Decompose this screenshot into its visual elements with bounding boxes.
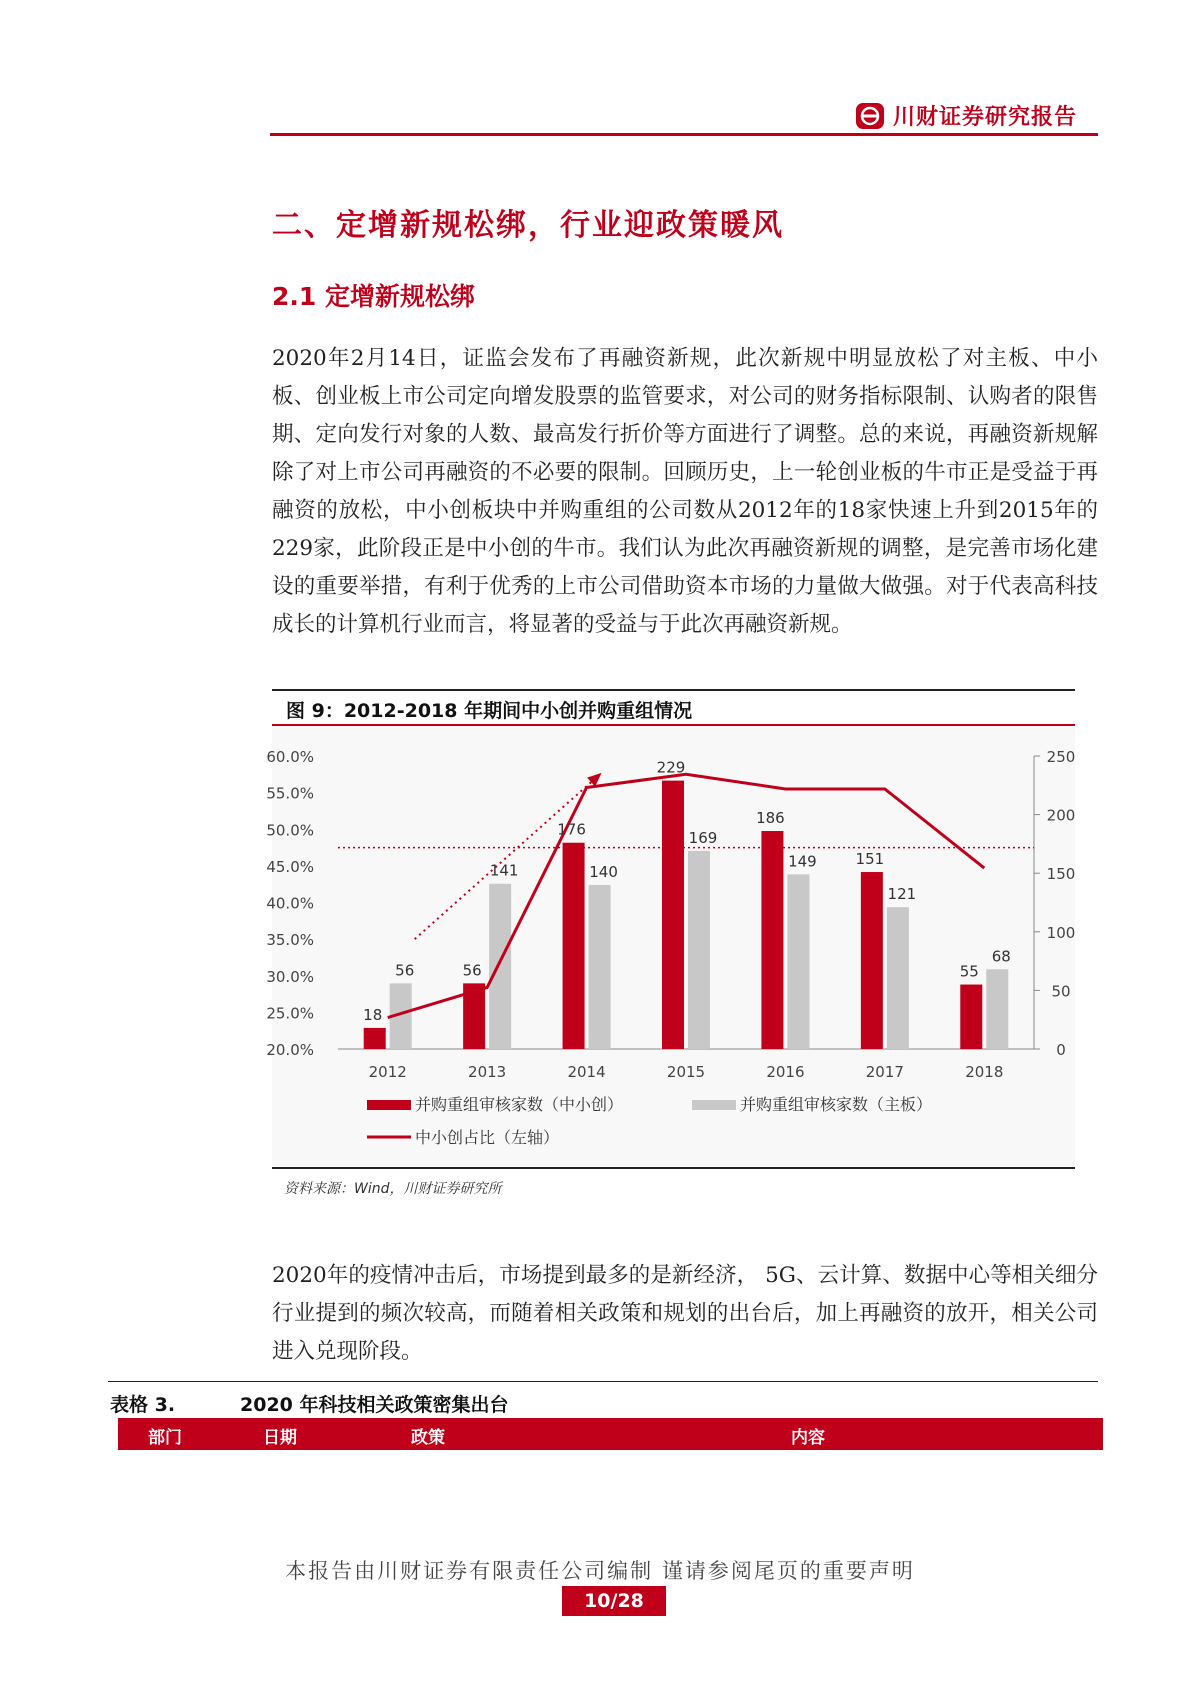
footer-notice: 本报告由川财证券有限责任公司编制 谨请参阅尾页的重要声明	[285, 1559, 915, 1583]
legend-label-smb: 并购重组审核家数（中小创）	[415, 1095, 624, 1114]
body-paragraph: 2020年2月14日，证监会发布了再融资新规，此次新规中明显放松了对主板、中小板、创业板上市公司定向增发股票的监管要求，对公司的财务指标限制、认购者的限售期、定向发行对象的人数、最高发行折价等方面进行了调整。总的来说，再融资新规解除了对上市公司再融资的不必要的限制。回顾历史，上一轮创业板的牛市正是受益于再融资的放松，中小创板块中并购重组的公司数从2012年的18家快速上升到2015年的229家，此阶段正是中小创的牛市。我们认为此次再融资新规的调整，是完善市场化建设的重要举措，有利于优秀的上市公司借助资本市场的力量做大做强。对于代表高科技成长的计算机行业而言，将显著的受益与于此次再融资新规。	[272, 346, 1098, 637]
x-axis-tick-label: 2013	[468, 1063, 507, 1081]
bar-smb-2014	[563, 843, 585, 1049]
data-label-smb-2013: 56	[462, 961, 482, 980]
table-header-department: 部门	[148, 1428, 182, 1448]
left-axis-tick-label: 40.0%	[266, 894, 314, 913]
table-top-rule	[108, 1381, 1098, 1382]
legend-label-share: 中小创占比（左轴）	[415, 1128, 560, 1147]
data-label-smb-2017: 151	[855, 850, 885, 869]
data-label-main-2012: 56	[395, 961, 415, 980]
header-divider	[270, 133, 1098, 136]
figure-top-rule	[272, 689, 1075, 691]
figure-bottom-rule	[272, 1167, 1075, 1169]
body-paragraph: 2020年的疫情冲击后，市场提到最多的是新经济， 5G、云计算、数据中心等相关细分行业提到的频次较高，而随着相关政策和规划的出台后，加上再融资的放开，相关公司进入兑现阶段。	[272, 1263, 1098, 1364]
brand-name: 川财证券研究报告	[893, 105, 1078, 130]
legend-swatch-smb	[367, 1100, 411, 1110]
x-axis-tick-label: 2018	[965, 1063, 1004, 1081]
data-label-main-2018: 68	[991, 947, 1011, 966]
bar-smb-2017	[861, 872, 883, 1049]
x-axis-tick-label: 2014	[567, 1063, 606, 1081]
right-axis-tick-label: 50	[1051, 982, 1071, 1001]
left-axis-tick-label: 25.0%	[266, 1004, 314, 1023]
bar-main-2018	[986, 969, 1008, 1049]
bar-main-2015	[688, 851, 710, 1049]
x-axis-tick-label: 2012	[368, 1063, 407, 1081]
left-axis-tick-label: 20.0%	[266, 1041, 314, 1059]
right-axis-tick-label: 100	[1046, 923, 1076, 942]
left-axis-tick-label: 50.0%	[266, 821, 314, 840]
legend-label-main: 并购重组审核家数（主板）	[740, 1095, 933, 1114]
bar-main-2016	[787, 874, 809, 1049]
table-header-policy: 政策	[411, 1428, 445, 1448]
right-axis-tick-label: 150	[1046, 865, 1076, 884]
figure-title: 图 9：2012-2018 年期间中小创并购重组情况	[286, 700, 693, 722]
x-axis-tick-label: 2017	[865, 1063, 904, 1081]
chuancai-logo-icon	[855, 102, 885, 130]
data-label-main-2013: 141	[489, 861, 519, 880]
data-label-smb-2012: 18	[363, 1005, 383, 1024]
bar-main-2017	[887, 907, 909, 1049]
bar-smb-2018	[960, 985, 982, 1049]
table-header-content: 内容	[791, 1428, 825, 1448]
bar-main-2014	[589, 885, 611, 1049]
subsection-title: 2.1 定增新规松绑	[272, 282, 475, 311]
table-header-row	[118, 1418, 1103, 1450]
right-axis-tick-label: 200	[1046, 806, 1076, 825]
right-axis-tick-label: 250	[1046, 748, 1076, 766]
table-caption: 表格 3.	[110, 1394, 176, 1416]
data-label-main-2015: 169	[688, 828, 718, 847]
figure-source: 资料来源：Wind，川财证券研究所	[284, 1181, 502, 1197]
data-label-main-2016: 149	[788, 852, 817, 871]
left-axis-tick-label: 30.0%	[266, 967, 314, 986]
header-brand	[855, 100, 1077, 131]
page-number: 10/28	[562, 1586, 666, 1616]
bar-smb-2015	[662, 781, 684, 1049]
merger-chart	[266, 726, 1076, 1166]
data-label-main-2014: 140	[589, 862, 618, 881]
bar-smb-2012	[364, 1028, 386, 1049]
section-title: 二、定增新规松绑，行业迎政策暖风	[272, 208, 784, 243]
bar-smb-2016	[761, 831, 783, 1049]
table-header-date: 日期	[263, 1428, 297, 1448]
data-label-main-2017: 121	[887, 885, 917, 904]
legend-swatch-main	[692, 1100, 736, 1110]
left-axis-tick-label: 60.0%	[266, 748, 314, 766]
left-axis-tick-label: 35.0%	[266, 931, 314, 950]
table-title: 2020 年科技相关政策密集出台	[240, 1394, 509, 1416]
bar-main-2013	[489, 884, 511, 1049]
x-axis-tick-label: 2015	[666, 1063, 706, 1081]
x-axis-tick-label: 2016	[766, 1063, 805, 1081]
data-label-smb-2016: 186	[756, 809, 785, 828]
left-axis-tick-label: 45.0%	[266, 857, 314, 876]
data-label-smb-2015: 229	[656, 758, 686, 777]
data-label-smb-2018: 55	[959, 962, 979, 981]
data-label-smb-2014: 176	[557, 820, 586, 839]
left-axis-tick-label: 55.0%	[266, 784, 314, 803]
right-axis-tick-label: 0	[1056, 1041, 1066, 1059]
